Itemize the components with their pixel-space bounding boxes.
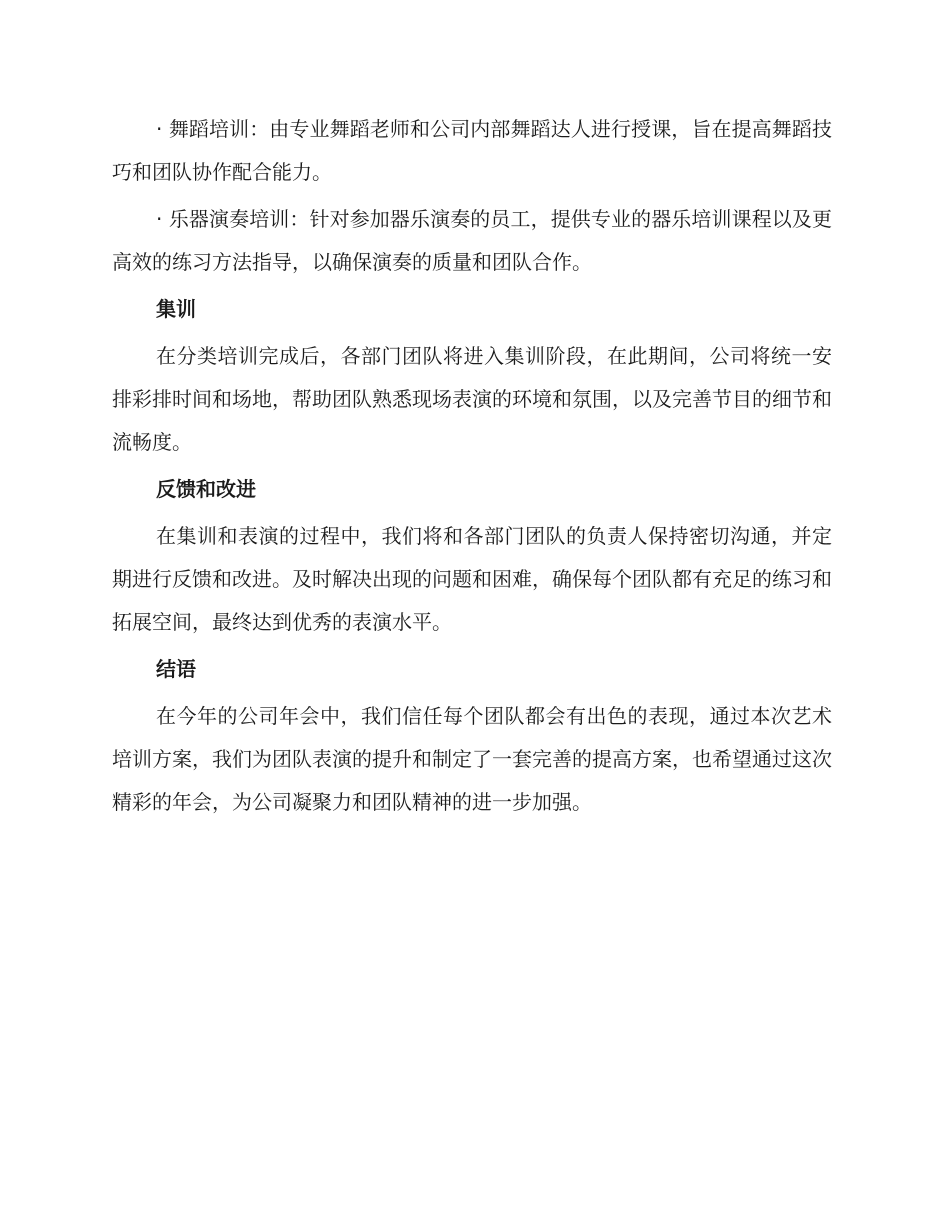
section-body-rehearsal: 在分类培训完成后，各部门团队将进入集训阶段，在此期间，公司将统一安排彩排时间和场地，帮助团队熟悉现场表演的环境和氛围，以及完善节目的细节和流畅度。 [112, 344, 832, 454]
bullet-dance-training: · 舞蹈培训：由专业舞蹈老师和公司内部舞蹈达人进行授课，旨在提高舞蹈技巧和团队协作配合能力。 [112, 117, 832, 184]
bullet-instrument-training: · 乐器演奏培训：针对参加器乐演奏的员工，提供专业的器乐培训课程以及更高效的练习方法指导，以确保演奏的质量和团队合作。 [112, 207, 832, 274]
section-body-conclusion: 在今年的公司年会中，我们信任每个团队都会有出色的表现，通过本次艺术培训方案，我们为团队表演的提升和制定了一套完善的提高方案，也希望通过这次精彩的年会，为公司凝聚力和团队精神的进一步加强。 [112, 704, 832, 814]
section-heading-rehearsal: 集训 [156, 297, 196, 321]
document-page [112, 108, 832, 828]
section-heading-feedback: 反馈和改进 [156, 477, 256, 501]
section-heading-conclusion: 结语 [156, 657, 196, 681]
section-body-feedback: 在集训和表演的过程中，我们将和各部门团队的负责人保持密切沟通，并定期进行反馈和改进。及时解决出现的问题和困难，确保每个团队都有充足的练习和拓展空间，最终达到优秀的表演水平。 [112, 524, 832, 634]
